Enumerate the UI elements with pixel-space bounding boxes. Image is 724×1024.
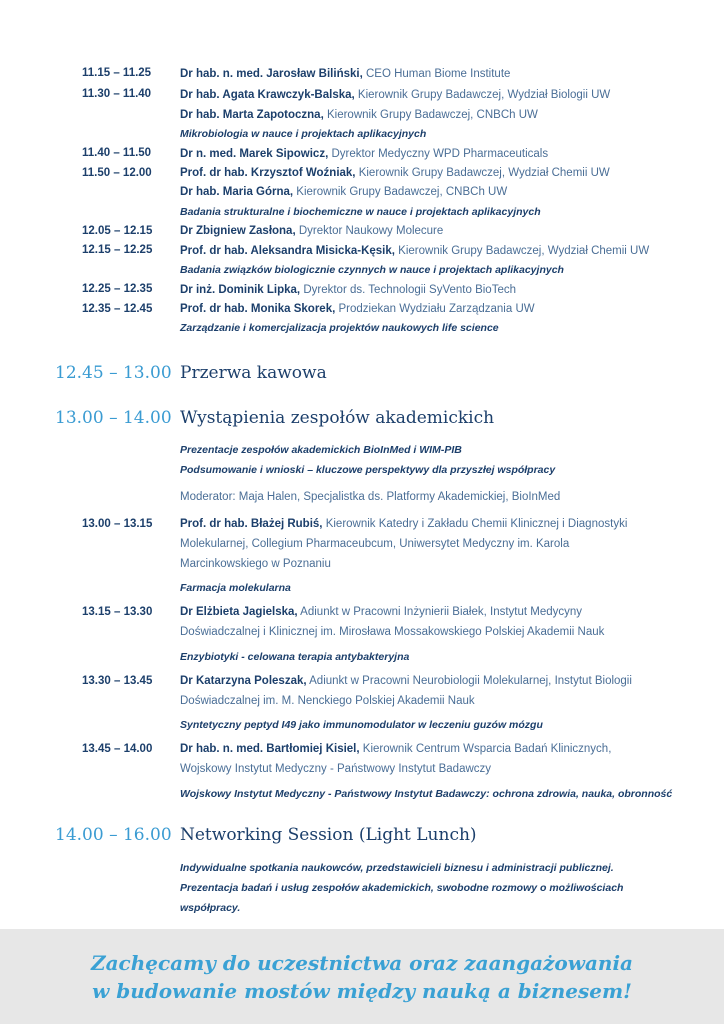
- speaker-role: Dyrektor Medyczny WPD Pharmaceuticals: [328, 148, 549, 160]
- speaker-role: Dyrektor ds. Technologii SyVento BioTech: [300, 284, 516, 296]
- speaker-role: Dyrektor Naukowy Molecure: [295, 225, 444, 237]
- session-topic: Syntetyczny peptyd I49 jako immunomodulator w leczeniu guzów mózgu: [180, 719, 543, 731]
- speaker-role: Kierownik Grupy Badawczej, Wydział Chemii UW: [394, 245, 650, 257]
- speaker-name: Dr hab. n. med. Bartłomiej Kisiel,: [180, 743, 360, 755]
- time-slot: 13.00 – 13.15: [82, 518, 153, 530]
- speaker-line: [180, 163, 660, 183]
- speaker-line: [180, 739, 650, 779]
- speaker-name: Dr hab. Maria Górna,: [180, 186, 294, 198]
- session-topic: Badania związków biologicznie czynnych w nauce i projektach aplikacyjnych: [180, 264, 564, 276]
- time-slot: 11.40 – 11.50: [82, 147, 152, 159]
- networking-time: 14.00 – 16.00: [55, 825, 172, 845]
- speaker-line: [180, 671, 650, 711]
- speaker-name: Dr Zbigniew Zasłona,: [180, 225, 296, 237]
- speaker-name: Prof. dr hab. Monika Skorek,: [180, 303, 336, 315]
- speaker-name: Prof. dr hab. Błażej Rubiś,: [180, 518, 323, 530]
- speaker-role: Adiunkt w Pracowni Inżynierii Białek, Instytut Medycyny Doświadczalnej i Klinicznej im. Mirosława Mossakowskiego Polskiej Akademii Nauk: [180, 606, 605, 638]
- time-slot: 12.15 – 12.25: [82, 244, 153, 256]
- time-slot: 13.45 – 14.00: [82, 743, 153, 755]
- footer-line: Zachęcamy do uczestnictwa oraz zaangażowania: [90, 951, 634, 975]
- time-slot: 12.25 – 12.35: [82, 283, 153, 295]
- speaker-line: [180, 241, 660, 261]
- session-topic: Zarządzanie i komercjalizacja projektów naukowych life science: [180, 322, 499, 334]
- speaker-line: [180, 299, 660, 319]
- speaker-role: Kierownik Grupy Badawczej, Wydział Chemii UW: [355, 167, 610, 179]
- time-slot: 13.15 – 13.30: [82, 606, 153, 618]
- session-topic: Enzybiotyki - celowana terapia antybakteryjna: [180, 651, 410, 663]
- speaker-role: Kierownik Grupy Badawczej, CNBCh UW: [293, 186, 508, 198]
- speaker-name: Dr Elżbieta Jagielska,: [180, 606, 298, 618]
- time-slot: 12.35 – 12.45: [82, 303, 153, 315]
- time-slot: 11.30 – 11.40: [82, 88, 152, 100]
- speaker-role: Kierownik Grupy Badawczej, Wydział Biologii UW: [354, 89, 611, 101]
- session-topic: Badania strukturalne i biochemiczne w nauce i projektach aplikacyjnych: [180, 206, 541, 218]
- speaker-name: Dr hab. n. med. Jarosław Biliński,: [180, 68, 363, 80]
- speaker-role: CEO Human Biome Institute: [362, 68, 511, 80]
- speaker-name: Prof. dr hab. Krzysztof Woźniak,: [180, 167, 356, 179]
- speaker-role: Kierownik Centrum Wsparcia Badań Klinicznych, Wojskowy Instytut Medyczny - Państwowy Instytut Badawczy: [180, 743, 612, 775]
- speaker-role: Prodziekan Wydziału Zarządzania UW: [335, 303, 535, 315]
- speaker-name: Dr hab. Agata Krawczyk-Balska,: [180, 89, 355, 101]
- speaker-line: [180, 64, 660, 84]
- academic-subtitle: Prezentacje zespołów akademickich BioInMed i WIM-PIB: [180, 444, 462, 456]
- time-slot: 11.50 – 12.00: [82, 167, 152, 179]
- time-slot: 12.05 – 12.15: [82, 225, 153, 237]
- speaker-line: [180, 280, 660, 300]
- academic-subtitle: Podsumowanie i wnioski – kluczowe perspektywy dla przyszłej współpracy: [180, 464, 556, 476]
- networking-description: Prezentacja badań i usług zespołów akademickich, swobodne rozmowy o możliwościach współpracy.: [180, 882, 624, 914]
- networking-description: Indywidualne spotkania naukowców, przedstawicieli biznesu i administracji publicznej.: [180, 862, 614, 874]
- footer-banner: [0, 929, 724, 1024]
- speaker-line: [180, 105, 660, 125]
- speaker-line: [180, 514, 650, 574]
- speaker-name: Dr Katarzyna Poleszak,: [180, 675, 307, 687]
- academic-time: 13.00 – 14.00: [55, 408, 172, 428]
- break-title: Przerwa kawowa: [180, 363, 327, 383]
- speaker-line: [180, 602, 660, 642]
- speaker-line: [180, 221, 660, 241]
- footer-line: w budowanie mostów między nauką a biznesem!: [92, 979, 632, 1003]
- speaker-role: Kierownik Grupy Badawczej, CNBCh UW: [323, 109, 538, 121]
- session-topic: Mikrobiologia w nauce i projektach aplikacyjnych: [180, 128, 427, 140]
- break-time: 12.45 – 13.00: [55, 363, 172, 383]
- speaker-line: [180, 144, 660, 164]
- speaker-role: Adiunkt w Pracowni Neurobiologii Molekularnej, Instytut Biologii Doświadczalnej im. M. Nenckiego Polskiej Akademii Nauk: [180, 675, 632, 707]
- speaker-name: Dr hab. Marta Zapotoczna,: [180, 109, 324, 121]
- speaker-line: [180, 85, 660, 105]
- speaker-name: Dr n. med. Marek Sipowicz,: [180, 148, 329, 160]
- speaker-name: Dr inż. Dominik Lipka,: [180, 284, 301, 296]
- speaker-name: Prof. dr hab. Aleksandra Misicka-Kęsik,: [180, 245, 395, 257]
- time-slot: 11.15 – 11.25: [82, 67, 152, 79]
- speaker-role: Kierownik Katedry i Zakładu Chemii Klinicznej i Diagnostyki Molekularnej, Collegium Pharmaceubcum, Uniwersytet Medyczny im. Karola Marcinkowskiego w Poznaniu: [180, 518, 628, 570]
- speaker-line: [180, 182, 660, 202]
- time-slot: 13.30 – 13.45: [82, 675, 153, 687]
- networking-title: Networking Session (Light Lunch): [180, 825, 477, 845]
- academic-title: Wystąpienia zespołów akademickich: [180, 408, 495, 428]
- session-topic: Wojskowy Instytut Medyczny - Państwowy Instytut Badawczy: ochrona zdrowia, nauka, obronność: [180, 788, 673, 800]
- session-topic: Farmacja molekularna: [180, 582, 291, 594]
- moderator-line: Moderator: Maja Halen, Specjalistka ds. Platformy Akademickiej, BioInMed: [180, 491, 561, 503]
